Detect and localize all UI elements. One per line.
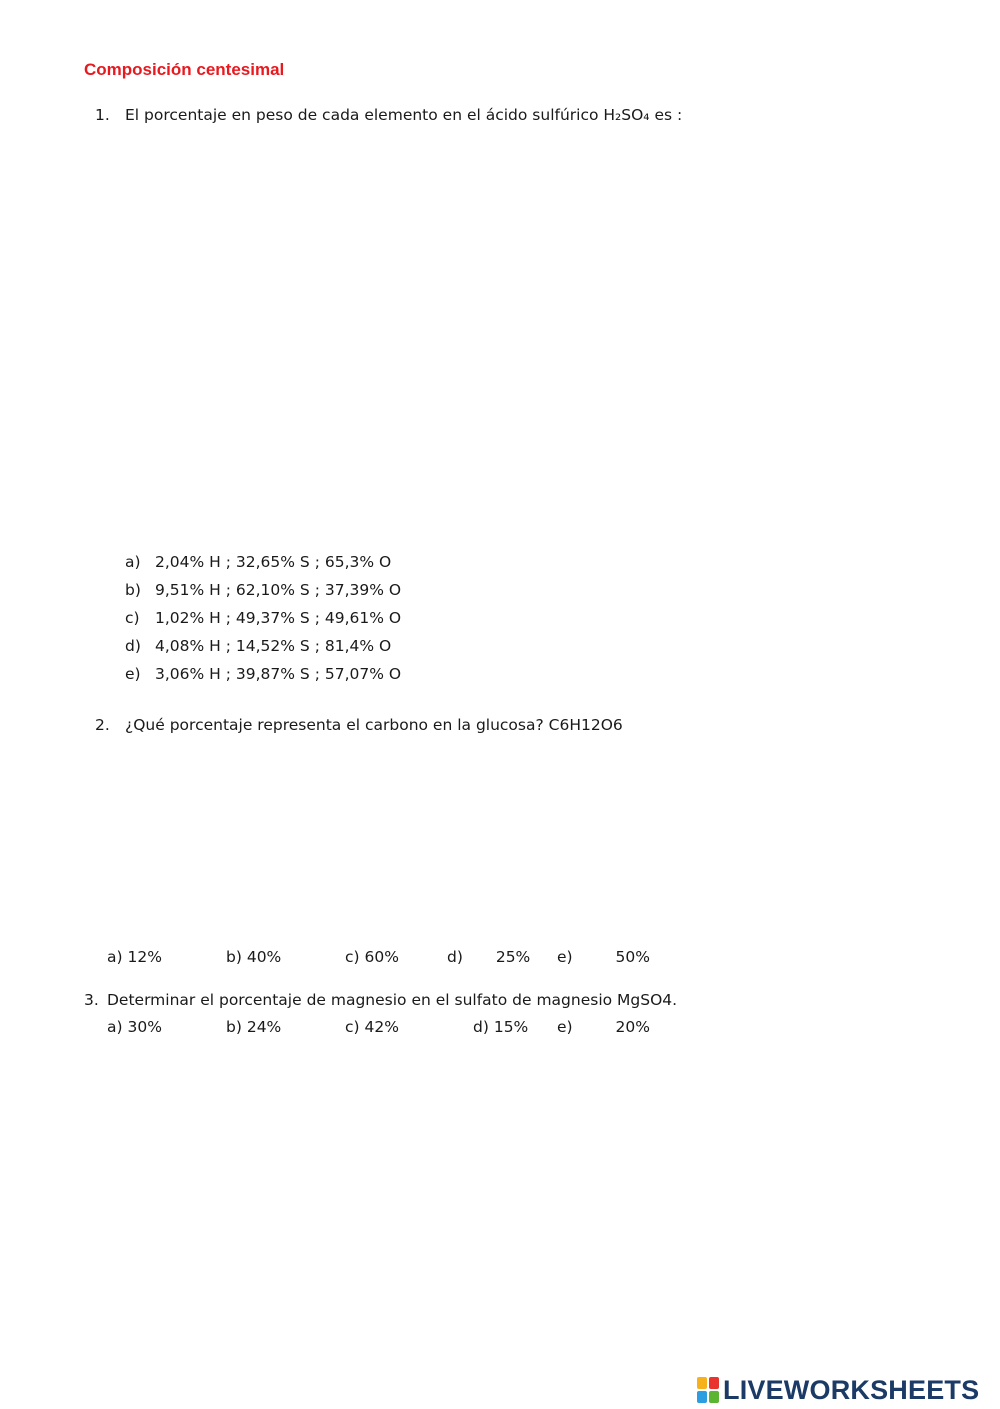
q1-option-a-text: 2,04% H ; 32,65% S ; 65,3% O: [155, 553, 392, 571]
q3-option-e-value: 20%: [615, 1018, 650, 1036]
q2-option-c[interactable]: [345, 948, 399, 967]
question-3-text: Determinar el porcentaje de magnesio en el sulfato de magnesio MgSO4.: [107, 991, 678, 1009]
q2-option-c-letter: c): [345, 948, 360, 966]
question-3-number: 3.: [84, 991, 99, 1009]
q1-option-c-letter: c): [125, 609, 140, 627]
q1-option-e[interactable]: [125, 665, 401, 684]
q3-option-a-letter: a): [107, 1018, 123, 1036]
q2-option-b-value: 40%: [246, 948, 282, 966]
question-1-number: 1.: [95, 106, 110, 124]
q3-option-c[interactable]: [345, 1018, 399, 1037]
page-title: Composición centesimal: [84, 60, 285, 79]
q1-option-a[interactable]: [125, 553, 391, 572]
q2-option-a-value: 12%: [127, 948, 162, 966]
q1-option-d[interactable]: [125, 637, 391, 656]
q1-option-e-text: 3,06% H ; 39,87% S ; 57,07% O: [155, 665, 402, 683]
q1-option-a-letter: a): [125, 553, 141, 571]
q2-option-b-letter: b): [226, 948, 242, 966]
question-2-text: ¿Qué porcentaje representa el carbono en la glucosa? C6H12O6: [125, 716, 623, 734]
q3-option-a-value: 30%: [127, 1018, 162, 1036]
q3-option-b-letter: b): [226, 1018, 242, 1036]
q1-option-b-letter: b): [125, 581, 141, 599]
question-2-number: 2.: [95, 716, 110, 734]
q2-option-e-value: 50%: [615, 948, 650, 966]
q1-option-b[interactable]: [125, 581, 401, 600]
q3-option-e[interactable]: [557, 1018, 650, 1037]
q1-option-d-letter: d): [125, 637, 141, 655]
q1-option-c-text: 1,02% H ; 49,37% S ; 49,61% O: [155, 609, 402, 627]
q3-option-c-value: 42%: [364, 1018, 399, 1036]
q2-option-d-letter: d): [447, 948, 463, 966]
q3-option-d-letter: d): [473, 1018, 489, 1036]
q2-option-d-value: 25%: [495, 948, 531, 966]
question-1: [95, 106, 682, 125]
q1-option-d-text: 4,08% H ; 14,52% S ; 81,4% O: [155, 637, 392, 655]
q2-option-b[interactable]: [226, 948, 281, 967]
liveworksheets-icon: [697, 1377, 719, 1403]
q2-option-a-letter: a): [107, 948, 123, 966]
q3-option-c-letter: c): [345, 1018, 360, 1036]
question-1-text: El porcentaje en peso de cada elemento en el ácido sulfúrico H₂SO₄ es :: [125, 106, 683, 124]
brand-name: LIVEWORKSHEETS: [723, 1374, 980, 1405]
question-2: [95, 716, 623, 735]
q2-option-e[interactable]: [557, 948, 650, 967]
q2-option-c-value: 60%: [364, 948, 399, 966]
q3-option-d-value: 15%: [493, 1018, 529, 1036]
q3-option-b[interactable]: [226, 1018, 281, 1037]
question-3: [84, 991, 677, 1010]
q1-option-b-text: 9,51% H ; 62,10% S ; 37,39% O: [155, 581, 402, 599]
q3-option-b-value: 24%: [246, 1018, 282, 1036]
q3-option-e-letter: e): [557, 1018, 573, 1036]
q2-option-a[interactable]: [107, 948, 162, 967]
q3-option-d[interactable]: [473, 1018, 528, 1037]
liveworksheets-logo: [697, 1375, 979, 1405]
q1-option-e-letter: e): [125, 665, 141, 683]
q2-option-e-letter: e): [557, 948, 573, 966]
q3-option-a[interactable]: [107, 1018, 162, 1037]
q2-option-d[interactable]: [447, 948, 530, 967]
q1-option-c[interactable]: [125, 609, 401, 628]
